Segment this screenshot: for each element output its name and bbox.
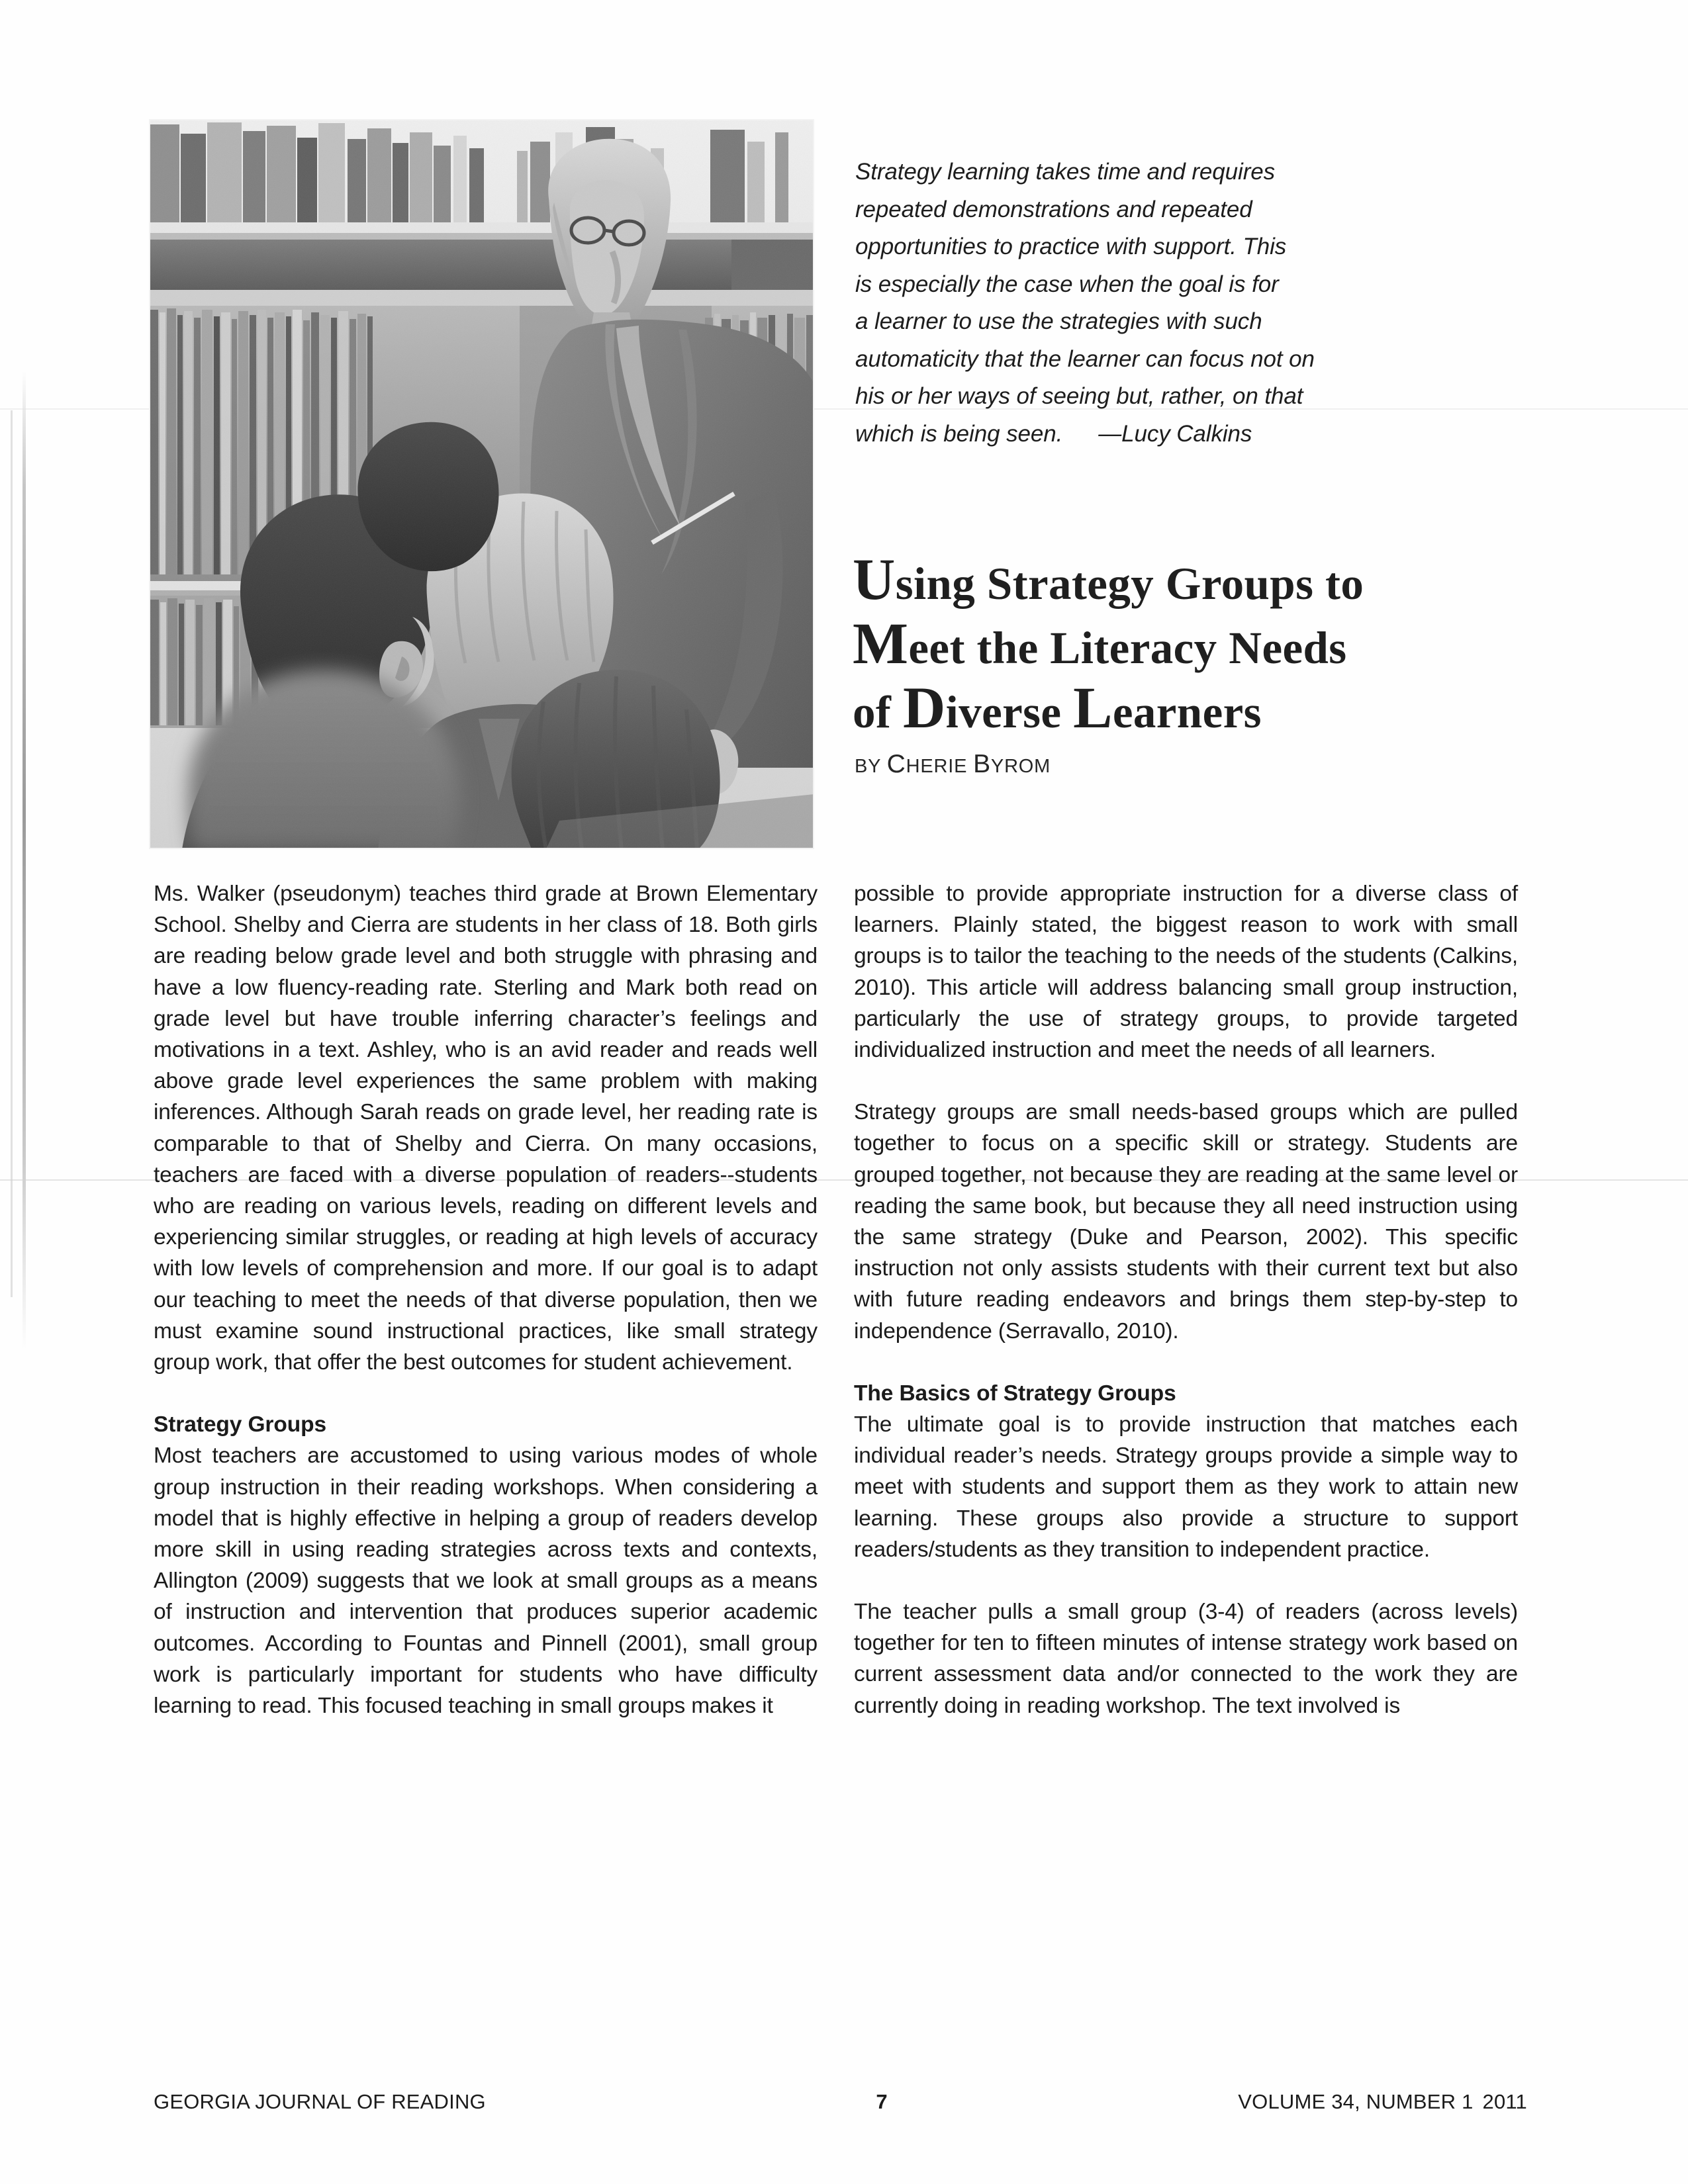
footer-volume-issue bbox=[1238, 2090, 1527, 2114]
title-drop-cap-d: D bbox=[902, 676, 946, 741]
epigraph-line-5: a learner to use the strategies with such bbox=[855, 308, 1262, 334]
page-title bbox=[853, 547, 1448, 745]
title-drop-cap-l: L bbox=[1073, 676, 1113, 741]
title-line-2 bbox=[853, 612, 1448, 680]
byline-author-initial-c: C bbox=[886, 750, 906, 778]
epigraph-attribution: —Lucy Calkins bbox=[1098, 420, 1252, 447]
left-heading-strategy-groups: Strategy Groups bbox=[154, 1412, 326, 1437]
epigraph-quote bbox=[855, 154, 1438, 453]
footer-year: 2011 bbox=[1482, 2090, 1527, 2113]
left-paragraph-1: Ms. Walker (pseudonym) teaches third grade at Brown Elementary School. Shelby and Cierra are students in her class of 18. Both girls are reading below grade level and both struggle with phrasing and have a low fluency-reading rate. Sterling and Mark both read on grade level but have trouble inferring character’s feelings and motivations in a text. Ashley, who is an avid reader and reads well above grade level experiences the same problem with making inferences. Although Sarah reads on grade level, her reading rate is comparable to that of Shelby and Cierra. On many occasions, teachers are faced with a diverse population of readers--students who are reading on various levels, reading on different levels and experiencing similar struggles, or reading at high levels of accuracy with low levels of comprehension and more. If our goal is to adapt our teaching to meet the needs of that diverse population, then we must examine sound instructional practices, like small strategy group work, that offer the best outcomes for student achievement. bbox=[154, 882, 818, 1375]
epigraph-line-1: Strategy learning takes time and requires bbox=[855, 159, 1276, 185]
byline-author-first-rest: HERIE bbox=[906, 756, 974, 777]
body-column-right bbox=[854, 878, 1518, 1721]
body-column-left bbox=[154, 878, 818, 1721]
title-line-1-rest: sing Strategy Groups to bbox=[895, 559, 1364, 610]
left-paragraph-2: Most teachers are accustomed to using various modes of whole group instruction in their reading workshops. When considering a model that is highly effective in helping a group of readers develop more skill in using reading strategies across texts and contexts, Allington (2009) suggests that we look at small groups as a means of instruction and intervention that produces superior academic outcomes. According to Fountas and Pinnell (2001), small group work is particularly important for students who have difficulty learning to read. This focused teaching in small groups makes it bbox=[154, 1443, 818, 1719]
right-paragraph-4: The teacher pulls a small group (3-4) of readers (across levels) together for ten to fifteen minutes of intense strategy work based on current assessment data and/or connected to the work they are currently doing in reading workshop. The text involved is bbox=[854, 1600, 1518, 1718]
footer-page-number: 7 bbox=[876, 2090, 888, 2113]
right-paragraph-3: The ultimate goal is to provide instruction that matches each individual reader’s needs. Strategy groups provide a simple way to meet with students and support them as they work to attain new learning. These groups also provide a structure to support readers/students as they transition to independent practice. bbox=[854, 1412, 1518, 1562]
epigraph-line-3: opportunities to practice with support. This bbox=[855, 234, 1287, 259]
scan-artifact-left-edge-secondary bbox=[11, 410, 13, 1297]
epigraph-line-8: which is being seen. bbox=[855, 420, 1063, 447]
footer-volume-text: VOLUME 34, NUMBER 1 bbox=[1238, 2090, 1474, 2113]
title-line-3-rest: earners bbox=[1112, 687, 1262, 738]
title-line-1 bbox=[853, 547, 1448, 616]
title-line-3-pre: of bbox=[853, 687, 903, 738]
epigraph-line-2: repeated demonstrations and repeated bbox=[855, 196, 1252, 222]
article-byline bbox=[855, 750, 1051, 779]
scan-artifact-left-edge bbox=[23, 371, 26, 1350]
byline-prefix: BY bbox=[855, 756, 887, 777]
right-heading-basics-of-strategy-groups: The Basics of Strategy Groups bbox=[854, 1381, 1176, 1406]
title-line-3 bbox=[853, 676, 1448, 745]
photograph-illustration bbox=[149, 119, 814, 849]
title-line-3-mid: iverse bbox=[945, 687, 1074, 738]
epigraph-line-4: is especially the case when the goal is for bbox=[855, 271, 1279, 297]
page-footer bbox=[154, 2090, 1527, 2114]
byline-author-initial-b: B bbox=[973, 750, 991, 778]
title-drop-cap-u: U bbox=[853, 547, 896, 613]
article-photograph bbox=[149, 119, 814, 849]
right-paragraph-1: possible to provide appropriate instruction for a diverse class of learners. Plainly stated, the biggest reason to work with small groups is to tailor the teaching to the needs of the students (Calkins, 2010). This article will address balancing small group instruction, particularly the use of strategy groups, to provide targeted individualized instruction and meet the needs of all learners. bbox=[854, 882, 1518, 1063]
right-paragraph-2: Strategy groups are small needs-based groups which are pulled together to focus on a specific skill or strategy. Students are grouped together, not because they are reading at the same level or reading the same book, but because they all need instruction using the same strategy (Duke and Pearson, 2002). This specific instruction not only assists students with their current text but also with future reading endeavors and brings them step-by-step to independence (Serravallo, 2010). bbox=[854, 1100, 1518, 1343]
epigraph-line-6: automaticity that the learner can focus not on bbox=[855, 345, 1315, 372]
epigraph-line-7: his or her ways of seeing but, rather, on that bbox=[855, 383, 1303, 409]
footer-journal-name: GEORGIA JOURNAL OF READING bbox=[154, 2090, 486, 2113]
title-drop-cap-m: M bbox=[853, 612, 909, 677]
title-line-2-rest: eet the Literacy Needs bbox=[908, 623, 1347, 674]
byline-author-last-rest: YROM bbox=[990, 756, 1051, 777]
